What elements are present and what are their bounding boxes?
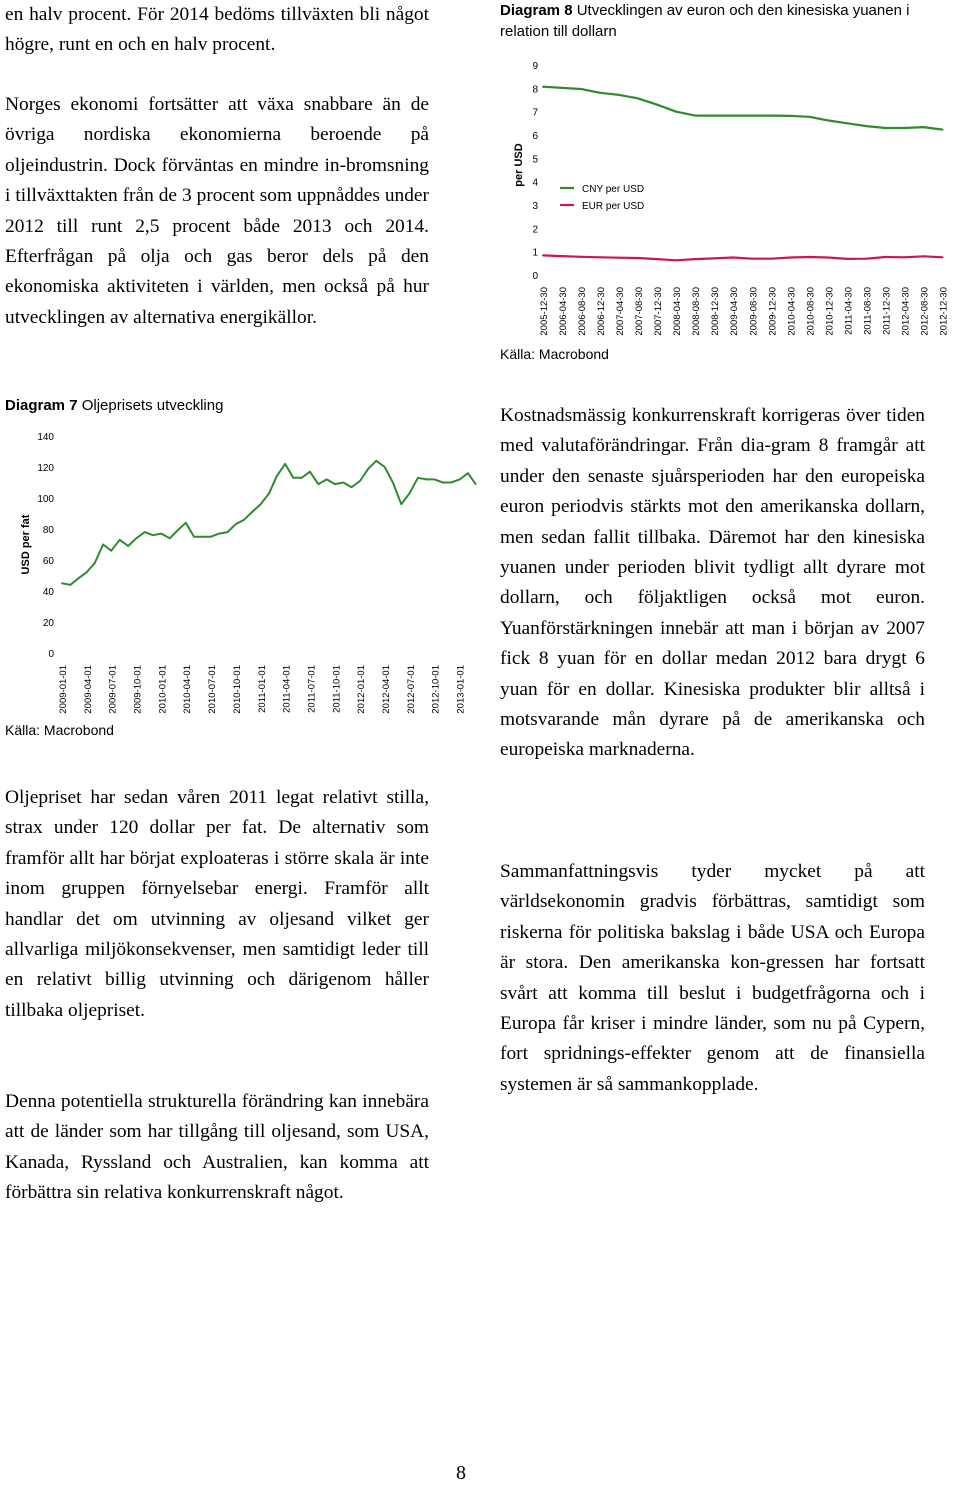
x-tick-label: 2012-10-01: [430, 665, 442, 714]
y-tick-label: 40: [42, 587, 54, 598]
oil-price-point: [127, 545, 129, 547]
diagram-8-caption: [500, 0, 940, 42]
oil-price-point: [384, 466, 386, 468]
oil-price-point: [292, 477, 294, 479]
x-tick-label: 2007-04-30: [615, 287, 627, 336]
cny-per-usd-point: [808, 116, 810, 118]
cny-per-usd-point: [675, 111, 677, 113]
eur-per-usd-point: [599, 256, 601, 258]
x-tick-label: 2012-04-01: [381, 665, 393, 714]
x-tick-label: 2012-08-30: [919, 287, 931, 336]
oil-price-point: [276, 475, 278, 477]
oil-price-point: [70, 584, 72, 586]
x-tick-label: 2005-12-30: [539, 287, 550, 336]
cny-per-usd-point: [865, 125, 867, 127]
x-tick-label: 2009-10-01: [132, 665, 144, 714]
oil-price-point: [309, 471, 311, 473]
diagram-8-source: Källa: Macrobond: [500, 346, 609, 362]
oil-price-point: [317, 483, 319, 485]
oil-price-point: [144, 531, 146, 533]
cny-per-usd-point: [789, 115, 791, 117]
x-tick-label: 2011-04-01: [281, 665, 293, 713]
y-axis-label: per USD: [513, 143, 525, 187]
oil-price-point: [459, 479, 461, 481]
x-tick-label: 2010-01-01: [157, 665, 169, 714]
y-tick-label: 0: [532, 271, 538, 282]
cny-per-usd-point: [542, 86, 544, 88]
oil-price-point: [86, 572, 88, 574]
oil-price-chart: [0, 425, 480, 725]
x-tick-label: 2012-07-01: [405, 665, 417, 714]
oil-price-point: [450, 482, 452, 484]
y-tick-label: 1: [532, 247, 538, 259]
x-tick-label: 2009-01-01: [58, 665, 69, 714]
diagram-7-title: Oljeprisets utveckling: [81, 397, 224, 414]
cny-per-usd-point: [656, 104, 658, 106]
x-tick-label: 2010-04-01: [182, 665, 194, 714]
oil-price-point: [400, 503, 402, 505]
y-axis-label: USD per fat: [20, 514, 32, 575]
left-paragraph-1: en halv procent. För 2014 bedöms tillväxten bli något högre, runt en och en halv procent.: [5, 4, 429, 56]
oil-price-point: [392, 482, 394, 484]
x-tick-label: 2008-08-30: [691, 287, 703, 336]
page-number: 8: [456, 1462, 466, 1484]
y-tick-label: 60: [42, 556, 54, 567]
x-tick-label: 2010-04-30: [786, 287, 798, 336]
cny-per-usd-point: [637, 97, 639, 99]
eur-per-usd-point: [580, 256, 582, 258]
oil-price-point: [268, 492, 270, 494]
y-tick-label: 20: [42, 618, 54, 629]
x-tick-label: 2012-04-30: [900, 287, 912, 336]
left-paragraph-4: Denna potentiella strukturella förändring kan innebära att de länder som har tillgång till oljesand, som USA, Kanada, Ryssland och Australien, kan komma att förbättra sin relativa konkurrenskraft något.: [5, 1091, 429, 1204]
eur-per-usd-point: [618, 257, 620, 259]
diagram-7-caption: [5, 395, 435, 416]
cny-per-usd-point: [713, 115, 715, 117]
oil-price-point: [434, 479, 436, 481]
x-tick-label: 2007-08-30: [634, 287, 646, 336]
x-tick-label: 2011-04-30: [843, 287, 855, 335]
oil-price-point: [351, 486, 353, 488]
cny-per-usd-point: [732, 115, 734, 117]
oil-price-point: [176, 530, 178, 532]
cny-per-usd-point: [770, 115, 772, 117]
oil-price-point: [375, 460, 377, 462]
left-paragraph-3: Oljepriset har sedan våren 2011 legat relativt stilla, strax under 120 dollar per fat. De alternativ som framför allt har börjat exploateras i större skala är inte inom gruppen förnyelsebar energi. Framför allt handlar det om utvinning av oljesand vilket ger allvarliga miljökonsekvenser, men samtidigt leder till en relativt billig utvinning och därigenom håller tillbaka oljepriset.: [5, 787, 429, 1021]
x-tick-label: 2008-04-30: [672, 287, 684, 336]
y-tick-label: 4: [532, 177, 538, 189]
oil-price-point: [119, 539, 121, 541]
oil-price-point: [425, 479, 427, 481]
eur-per-usd-point: [751, 258, 753, 260]
cny-per-usd-point: [694, 115, 696, 117]
eur-per-usd-point: [903, 256, 905, 258]
oil-price-point: [110, 550, 112, 552]
x-tick-label: 2006-08-30: [577, 287, 589, 336]
y-tick-label: 7: [532, 107, 538, 119]
eur-per-usd-point: [789, 257, 791, 259]
x-tick-label: 2009-04-30: [729, 287, 741, 336]
diagram-7-label: Diagram 7: [5, 397, 78, 414]
y-tick-label: 9: [532, 61, 538, 72]
cny-per-usd-point: [903, 127, 905, 129]
cny-per-usd-point: [827, 120, 829, 122]
cny-per-usd-point: [751, 115, 753, 117]
oil-price-point: [475, 483, 477, 485]
x-tick-label: 2011-08-30: [862, 287, 874, 335]
eur-per-usd-point: [808, 256, 810, 258]
y-tick-label: 5: [532, 154, 538, 166]
x-tick-label: 2008-12-30: [710, 287, 722, 336]
eur-per-usd-point: [694, 258, 696, 260]
eur-per-usd-point: [561, 255, 563, 257]
oil-price-point: [409, 492, 411, 494]
x-tick-label: 2010-12-30: [824, 287, 836, 336]
left-paragraph-2: Norges ekonomi fortsätter att växa snabbare än de övriga nordiska ekonomierna beroende på oljeindustrin. Dock förväntas en mindre in-bromsning i tillväxttakten från de 3 procent som uppnåddes under 2012 till runt 2,5 procent både 2013 och 2014. Efterfrågan på olja och gas beror dels på den ekonomiska aktiviteten i världen, men också på hur utvecklingen av alternativa energikällor.: [5, 94, 429, 328]
eur-per-usd-point: [846, 258, 848, 260]
x-tick-label: 2010-07-01: [207, 665, 219, 714]
eur-per-usd-point: [713, 257, 715, 259]
x-tick-label: 2009-04-01: [82, 665, 94, 714]
eur-per-usd-point: [656, 258, 658, 260]
oil-price-point: [210, 536, 212, 538]
legend: [560, 184, 644, 212]
oil-price-point: [301, 477, 303, 479]
cny-per-usd-point: [884, 127, 886, 129]
x-tick-label: 2010-10-01: [231, 665, 243, 714]
y-tick-label: 2: [532, 224, 538, 236]
oil-price-point: [243, 519, 245, 521]
oil-price-point: [77, 578, 79, 580]
y-tick-label: 140: [37, 432, 54, 443]
oil-price-point: [326, 479, 328, 481]
diagram-8-title: Utvecklingen av euron och den kinesiska yuanen i relation till dollarn: [500, 2, 910, 40]
y-tick-label: 80: [42, 525, 54, 536]
x-tick-label: 2011-07-01: [306, 665, 318, 713]
diagram-8-label: Diagram 8: [500, 2, 573, 19]
y-tick-label: 6: [532, 131, 538, 142]
x-tick-label: 2009-07-01: [107, 665, 119, 714]
y-tick-label: 100: [37, 494, 54, 505]
oil-price-point: [94, 562, 96, 564]
eur-per-usd-point: [941, 256, 943, 258]
oil-price-point: [334, 483, 336, 485]
x-tick-label: 2012-01-01: [356, 665, 368, 714]
oil-price-point: [284, 463, 286, 465]
eur-per-usd-point: [865, 258, 867, 260]
x-tick-label: 2013-01-01: [455, 665, 467, 714]
cny-per-usd-point: [580, 88, 582, 90]
y-tick-label: 0: [48, 649, 54, 660]
oil-price-point: [152, 534, 154, 536]
oil-price-point: [260, 503, 262, 505]
y-tick-label: 3: [532, 201, 538, 212]
eur-per-usd-point: [637, 257, 639, 259]
eur-per-usd-point: [732, 257, 734, 259]
eur-per-usd-point: [542, 254, 544, 256]
eur-per-usd-point: [770, 258, 772, 260]
x-tick-label: 2011-12-30: [881, 287, 893, 335]
legend-entry: EUR per USD: [582, 201, 645, 212]
right-paragraph-2: Sammanfattningsvis tyder mycket på att världsekonomin gradvis förbättras, samtidigt som riskerna för politiska bakslag i både USA och Europa är stora. Den amerikanska kon-gressen har fortsatt svårt att komma till beslut i budgetfrågorna och i Europa får kriser i mindre länder, som nu på Cypern, fort spridnings-effekter genom att de finansiella systemen är så sammankopplade.: [500, 861, 925, 1095]
oil-price-point: [417, 477, 419, 479]
x-tick-label: 2011-01-01: [256, 665, 268, 713]
oil-price-point: [218, 533, 220, 535]
oil-price-line: [62, 461, 476, 585]
x-tick-label: 2007-12-30: [653, 287, 665, 336]
cny-per-usd-line: [543, 87, 943, 130]
eur-per-usd-point: [827, 257, 829, 259]
oil-price-point: [135, 537, 137, 539]
legend-entry: CNY per USD: [582, 184, 645, 195]
right-paragraph-1: Kostnadsmässig konkurrenskraft korrigeras över tiden med valutaförändringar. Från dia-gram 8 framgår att under den senaste sjuårsperioden har den europeiska euron periodvis stärkts mot den amerikanska dollarn, men sedan fallit tillbaka. Däremot har den kinesiska yuanen under perioden blivit tydligt allt dyrare mot dollarn, och följaktligen också mot euron. Yuanförstärkningen innebär att man i början av 2007 fick 8 yuan för en dollar medan 2012 bara drygt 6 yuan för en dollar. Kinesiska produkter blir alltså i motsvarande mån dyrare på de amerikanska och europeiska marknaderna.: [500, 405, 925, 761]
eur-per-usd-point: [675, 259, 677, 261]
oil-price-point: [251, 511, 253, 513]
x-tick-label: 2010-08-30: [805, 287, 817, 336]
oil-price-point: [442, 482, 444, 484]
eur-per-usd-point: [884, 256, 886, 258]
cny-per-usd-point: [599, 92, 601, 94]
oil-price-point: [467, 472, 469, 474]
oil-price-point: [359, 480, 361, 482]
x-tick-label: 2012-12-30: [938, 287, 950, 336]
x-tick-label: 2009-12-30: [767, 287, 779, 336]
oil-price-point: [235, 523, 237, 525]
oil-price-point: [202, 536, 204, 538]
oil-price-point: [193, 536, 195, 538]
oil-price-point: [160, 533, 162, 535]
oil-price-point: [185, 522, 187, 524]
eur-per-usd-point: [922, 255, 924, 257]
cny-per-usd-point: [561, 87, 563, 89]
oil-price-point: [169, 537, 171, 539]
cny-per-usd-point: [922, 126, 924, 128]
x-tick-label: 2006-04-30: [558, 287, 570, 336]
cny-per-usd-point: [941, 129, 943, 131]
currency-chart: [500, 55, 960, 345]
oil-price-point: [368, 468, 370, 470]
oil-price-point: [61, 582, 63, 584]
diagram-7-source: Källa: Macrobond: [5, 722, 114, 738]
oil-price-point: [342, 482, 344, 484]
oil-price-point: [102, 544, 104, 546]
y-tick-label: 8: [532, 84, 538, 96]
x-tick-label: 2011-10-01: [331, 665, 343, 713]
y-tick-label: 120: [37, 463, 54, 474]
cny-per-usd-point: [846, 122, 848, 124]
x-tick-label: 2006-12-30: [596, 287, 608, 336]
oil-price-point: [227, 531, 229, 533]
x-tick-label: 2009-08-30: [748, 287, 760, 336]
cny-per-usd-point: [618, 94, 620, 96]
eur-per-usd-line: [543, 255, 943, 260]
